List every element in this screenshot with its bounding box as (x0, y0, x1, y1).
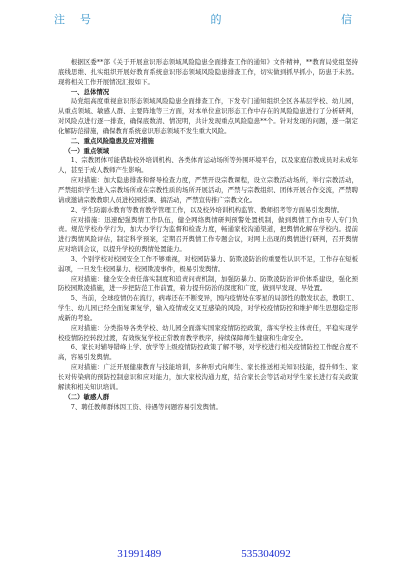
header-text-row (54, 11, 354, 27)
document-body (58, 58, 358, 412)
header-middle-text: 的 (210, 13, 224, 26)
body-paragraph: 2、学生防溺水教育等教育教学管理工作，以及校外培训机构监管、教师招考等方面易引发舆情。 (70, 205, 344, 214)
body-paragraph: 3、个别学校对校园安全工作不够重视，对校园防暴力、防欺凌防治的重要性认识不足，工作存在短板弱项，一旦发生校园暴力、校园欺凌事件，极易引发舆情。 (58, 254, 358, 273)
header-left-text: 注 号 (54, 13, 93, 26)
section-heading: 二、重点风险隐患及应对措施 (70, 136, 154, 145)
body-paragraph: 应对措施：广泛开展健康教育与技能培训，多种形式向师生、家长推送相关知识技能，提升师生、家长对传染病的预防控制意识和应对能力，加大家校沟通力度，结合家长会等活动对学生家长进行有关政策解读和相关知识培训。 (58, 363, 358, 391)
header-right-text: 信 (341, 13, 354, 26)
body-paragraph: 1、宗教团体可能借助校外培训机构、各类体育运动场所等外围环境平台，以及家庭信教成员对未成年人，甚至于成人教师产生影响。 (58, 156, 358, 175)
section-heading: 一、总体情况 (70, 87, 110, 96)
body-paragraph: 根据区委**部《关于开展意识形态领域风险隐患全面排查工作的通知》文件精神，**教育局党组坚持底线思维、扎实组织开展好教育系统意识形态领域风险隐患排查工作，切实做到抓早抓小，防患于未然。现将相关工作开展情况汇报如下。 (58, 58, 358, 86)
body-paragraph: 5、当前，全球疫情仍在流行，病毒还在不断变异，国内疫情处在零星的局部性的散发状态，教职工、学生、幼儿园已经全面复课复学，输入疫情或交叉互感染的风险，对学校疫情防控和维护师生思想稳定形成新的考验。 (58, 294, 358, 322)
section-heading: （二）敏感人群 (64, 392, 110, 401)
page-footer (0, 548, 408, 560)
body-paragraph: 应对措施：加大隐患排查和督导检查力度，严禁开设宗教课程，设立宗教活动场所，举行宗教活动，严禁组织学生进入宗教场所或在宗教性质的场所开展活动，严禁与宗教组织、团体开展合作交流，严禁聘请或邀请宗教教职人员进校园授课、搞活动，严禁宣传推广宗教文化。 (58, 176, 358, 204)
section-heading: （一）重点领域 (64, 146, 110, 155)
body-paragraph: 7、聘任教师群体因工资、待遇等问题容易引发舆情。 (70, 402, 222, 411)
body-paragraph: 6、家长对辅导错峰上学、放学等上级疫情防控政策了解不够，对学校进行相关疫情防控工作配合度不高，容易引发舆情。 (58, 343, 358, 362)
footer-left-number: 31991489 (117, 548, 162, 560)
body-paragraph: 应对措施：健全安全责任落实制度和追责问责机制，加强防暴力、防欺凌防治评价体系建设，强化预防校园欺凌措施，进一步把防范工作前置，着力提升防治的深度和广度，做到早发现、早处置。 (58, 274, 358, 293)
page-header (0, 0, 408, 38)
body-paragraph: 应对措施：分类指导各类学校、幼儿园全面落实国家疫情防控政策，落实学校主体责任，平稳实现学校疫情防控转段过渡，有效恢复学校正常教育教学秩序，持续保障师生健康和生命安全。 (58, 323, 358, 342)
body-paragraph: 应对措施：迅速配强舆情工作队伍，健全网络舆情研判预警处置机制，做到舆情工作由专人专门负责。规范学校办学行为，加大办学行为监督和检查力度，畅通家校沟通渠道，把舆情化解在学校内。提前进行舆情风险评估，制定科学预案，定期召开舆情工作专题会议，对网上出现的舆情进行研判，召开舆情应对培训会议，以提升学校的舆情处置能力。 (58, 215, 358, 254)
body-paragraph: 局党组高度重视意识形态领域风险隐患全面排查工作，下发专门通知组织全区各基层学校、幼儿园，从重点领域、敏感人群、主要阵地等三方面，对本单位意识形态工作中存在的风险隐患进行了分析研判，对风险点进行逐一排查，确保底数清、情况明，共计发现重点风险隐患**个。针对发现的问题，逐一制定化解防范措施，确保教育系统意识形态领域不发生重大风险。 (58, 97, 358, 135)
footer-right-number: 535304092 (241, 548, 291, 560)
